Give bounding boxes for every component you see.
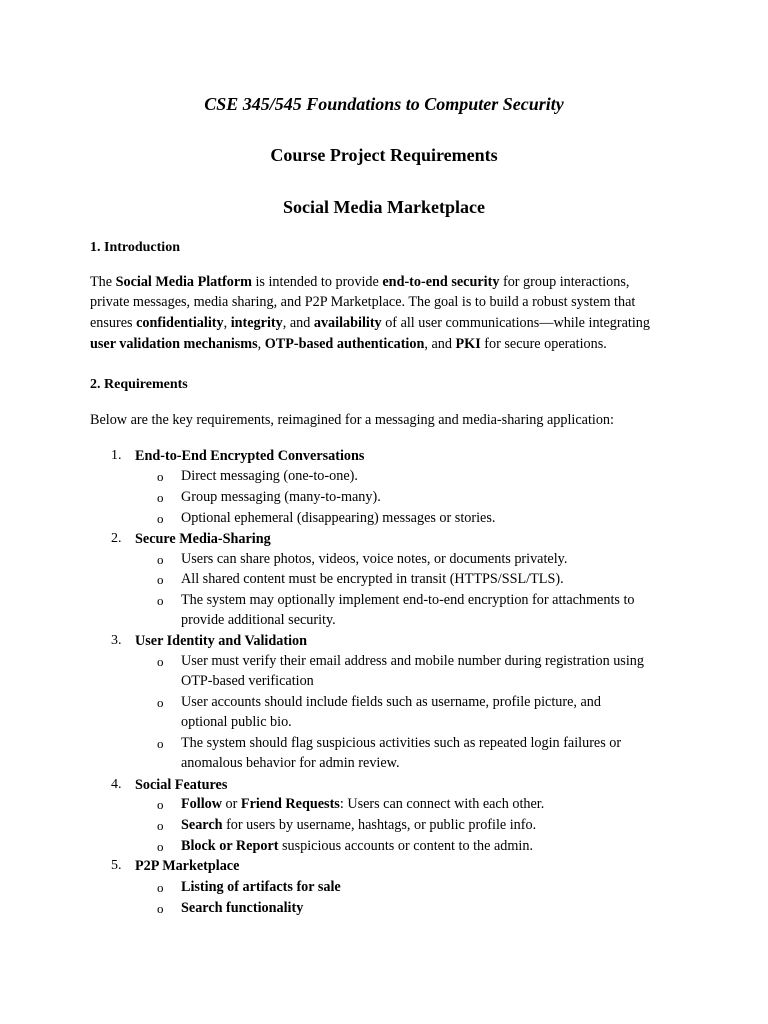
project-name: Social Media Marketplace <box>283 197 485 217</box>
bullet-marker-icon: o <box>157 572 164 587</box>
introduction-line: The Social Media Platform is intended to provide end-to-end security for group interactions, <box>90 274 630 290</box>
requirement-detail-line: optional public bio. <box>181 714 292 730</box>
bullet-marker-icon: o <box>157 654 164 669</box>
requirement-title: Social Features <box>135 777 228 793</box>
bullet-marker-icon: o <box>157 511 164 526</box>
requirement-detail-line: anomalous behavior for admin review. <box>181 755 400 771</box>
requirement-detail-line: Direct messaging (one-to-one). <box>181 468 358 484</box>
bullet-marker-icon: o <box>157 736 164 751</box>
requirement-title: P2P Marketplace <box>135 858 240 874</box>
requirement-number: 5. <box>111 858 122 873</box>
bullet-marker-icon: o <box>157 469 164 484</box>
requirement-detail-line: Listing of artifacts for sale <box>181 879 341 895</box>
requirement-title: End-to-End Encrypted Conversations <box>135 448 365 464</box>
bullet-marker-icon: o <box>157 490 164 505</box>
requirement-number: 3. <box>111 633 122 648</box>
introduction-line: ensures confidentiality, integrity, and availability of all user communications—while integrating <box>90 315 650 331</box>
requirement-number: 1. <box>111 448 122 463</box>
section-heading-introduction: 1. Introduction <box>90 240 180 255</box>
bullet-marker-icon: o <box>157 839 164 854</box>
document-title: Course Project Requirements <box>270 145 498 165</box>
bullet-marker-icon: o <box>157 880 164 895</box>
requirement-detail-line: Search for users by username, hashtags, or public profile info. <box>181 817 537 833</box>
requirement-detail-line: All shared content must be encrypted in transit (HTTPS/SSL/TLS). <box>181 571 564 587</box>
requirement-detail-line: Block or Report suspicious accounts or content to the admin. <box>181 838 534 854</box>
requirement-title: Secure Media-Sharing <box>135 531 271 547</box>
requirement-detail-line: provide additional security. <box>181 612 336 628</box>
bullet-marker-icon: o <box>157 797 164 812</box>
requirements-intro: Below are the key requirements, reimagined for a messaging and media-sharing application: <box>90 412 614 428</box>
bullet-marker-icon: o <box>157 695 164 710</box>
requirement-detail-line: OTP-based verification <box>181 673 314 689</box>
requirement-detail-line: User must verify their email address and mobile number during registration using <box>181 653 644 669</box>
requirement-detail-line: User accounts should include fields such as username, profile picture, and <box>181 694 601 710</box>
bullet-marker-icon: o <box>157 593 164 608</box>
requirement-detail-line: Users can share photos, videos, voice notes, or documents privately. <box>181 551 568 567</box>
requirement-detail-line: Group messaging (many-to-many). <box>181 489 381 505</box>
section-heading-requirements: 2. Requirements <box>90 377 188 392</box>
requirement-number: 2. <box>111 531 122 546</box>
requirement-number: 4. <box>111 777 122 792</box>
bullet-marker-icon: o <box>157 901 164 916</box>
bullet-marker-icon: o <box>157 818 164 833</box>
requirement-detail-line: Follow or Friend Requests: Users can connect with each other. <box>181 796 545 812</box>
requirement-detail-line: The system may optionally implement end-to-end encryption for attachments to <box>181 592 635 608</box>
requirement-detail-line: The system should flag suspicious activities such as repeated login failures or <box>181 735 622 751</box>
requirement-title: User Identity and Validation <box>135 633 308 649</box>
introduction-line: private messages, media sharing, and P2P Marketplace. The goal is to build a robust system that <box>90 294 636 310</box>
introduction-line: user validation mechanisms, OTP-based authentication, and PKI for secure operations. <box>90 336 607 352</box>
requirement-detail-line: Search functionality <box>181 900 304 916</box>
requirement-detail-line: Optional ephemeral (disappearing) messages or stories. <box>181 510 496 526</box>
bullet-marker-icon: o <box>157 552 164 567</box>
course-title: CSE 345/545 Foundations to Computer Security <box>204 94 564 114</box>
